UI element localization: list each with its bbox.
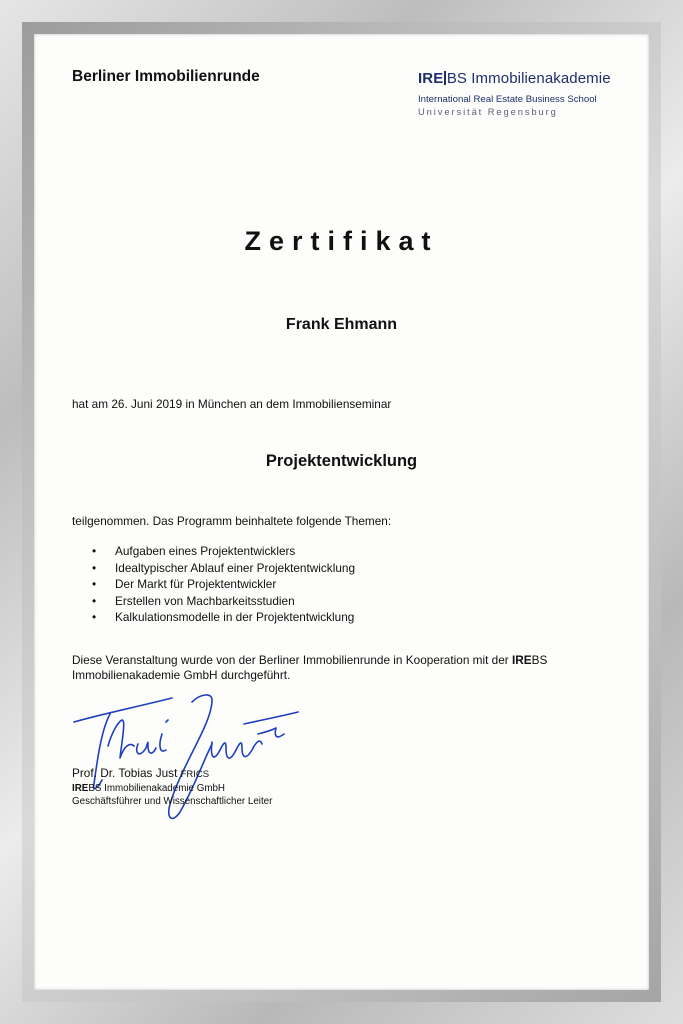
certificate-title: Zertifikat	[244, 226, 439, 256]
irebs-logo	[418, 70, 628, 117]
logo-bold-part: IRE	[418, 70, 444, 87]
logo-subtitle: International Real Estate Business School	[418, 94, 597, 105]
list-item: • Der Markt für Projektentwickler	[92, 576, 355, 593]
signatory-suffix: FRICS	[180, 769, 210, 780]
signatory-org-rest: BS Immobilienakademie GmbH	[88, 783, 226, 794]
logo-university: Universität Regensburg	[418, 106, 558, 117]
logo-light-part: BS Immobilienakademie	[446, 70, 611, 87]
certificate-paper	[34, 34, 649, 990]
logo-wordmark	[418, 70, 628, 87]
seminar-title: Projektentwicklung	[265, 452, 418, 470]
signatory-org-bold: IRE	[72, 783, 89, 794]
recipient-name: Frank Ehmann	[285, 316, 398, 333]
closing-part2: BS	[531, 653, 548, 667]
closing-bold: IRE	[512, 653, 532, 667]
closing-text	[72, 653, 547, 683]
organizer-name: Berliner Immobilienrunde	[72, 68, 260, 85]
signatory-role: Geschäftsführer und Wissenschaftlicher Leiter	[72, 796, 273, 807]
topic-list	[92, 543, 355, 626]
logo-divider	[444, 71, 446, 85]
signatory-block	[72, 766, 272, 808]
list-item: • Kalkulationsmodelle in der Projektentwicklung	[92, 609, 355, 626]
list-item: • Aufgaben eines Projektentwicklers	[92, 543, 355, 560]
program-intro-text: teilgenommen. Das Programm beinhaltete folgende Themen:	[72, 514, 392, 528]
signatory-name-line	[72, 766, 272, 782]
closing-line2: Immobilienakademie GmbH durchgeführt.	[72, 668, 291, 682]
signatory-org	[72, 782, 272, 795]
list-item: • Idealtypischer Ablauf einer Projektentwicklung	[92, 560, 355, 577]
signature-image	[62, 684, 322, 834]
signatory-name: Prof. Dr. Tobias Just	[72, 766, 178, 780]
closing-part1: Diese Veranstaltung wurde von der Berliner Immobilienrunde in Kooperation mit der	[72, 653, 512, 667]
list-item: • Erstellen von Machbarkeitsstudien	[92, 593, 355, 610]
intro-text: hat am 26. Juni 2019 in München an dem Immobilienseminar	[72, 397, 392, 411]
